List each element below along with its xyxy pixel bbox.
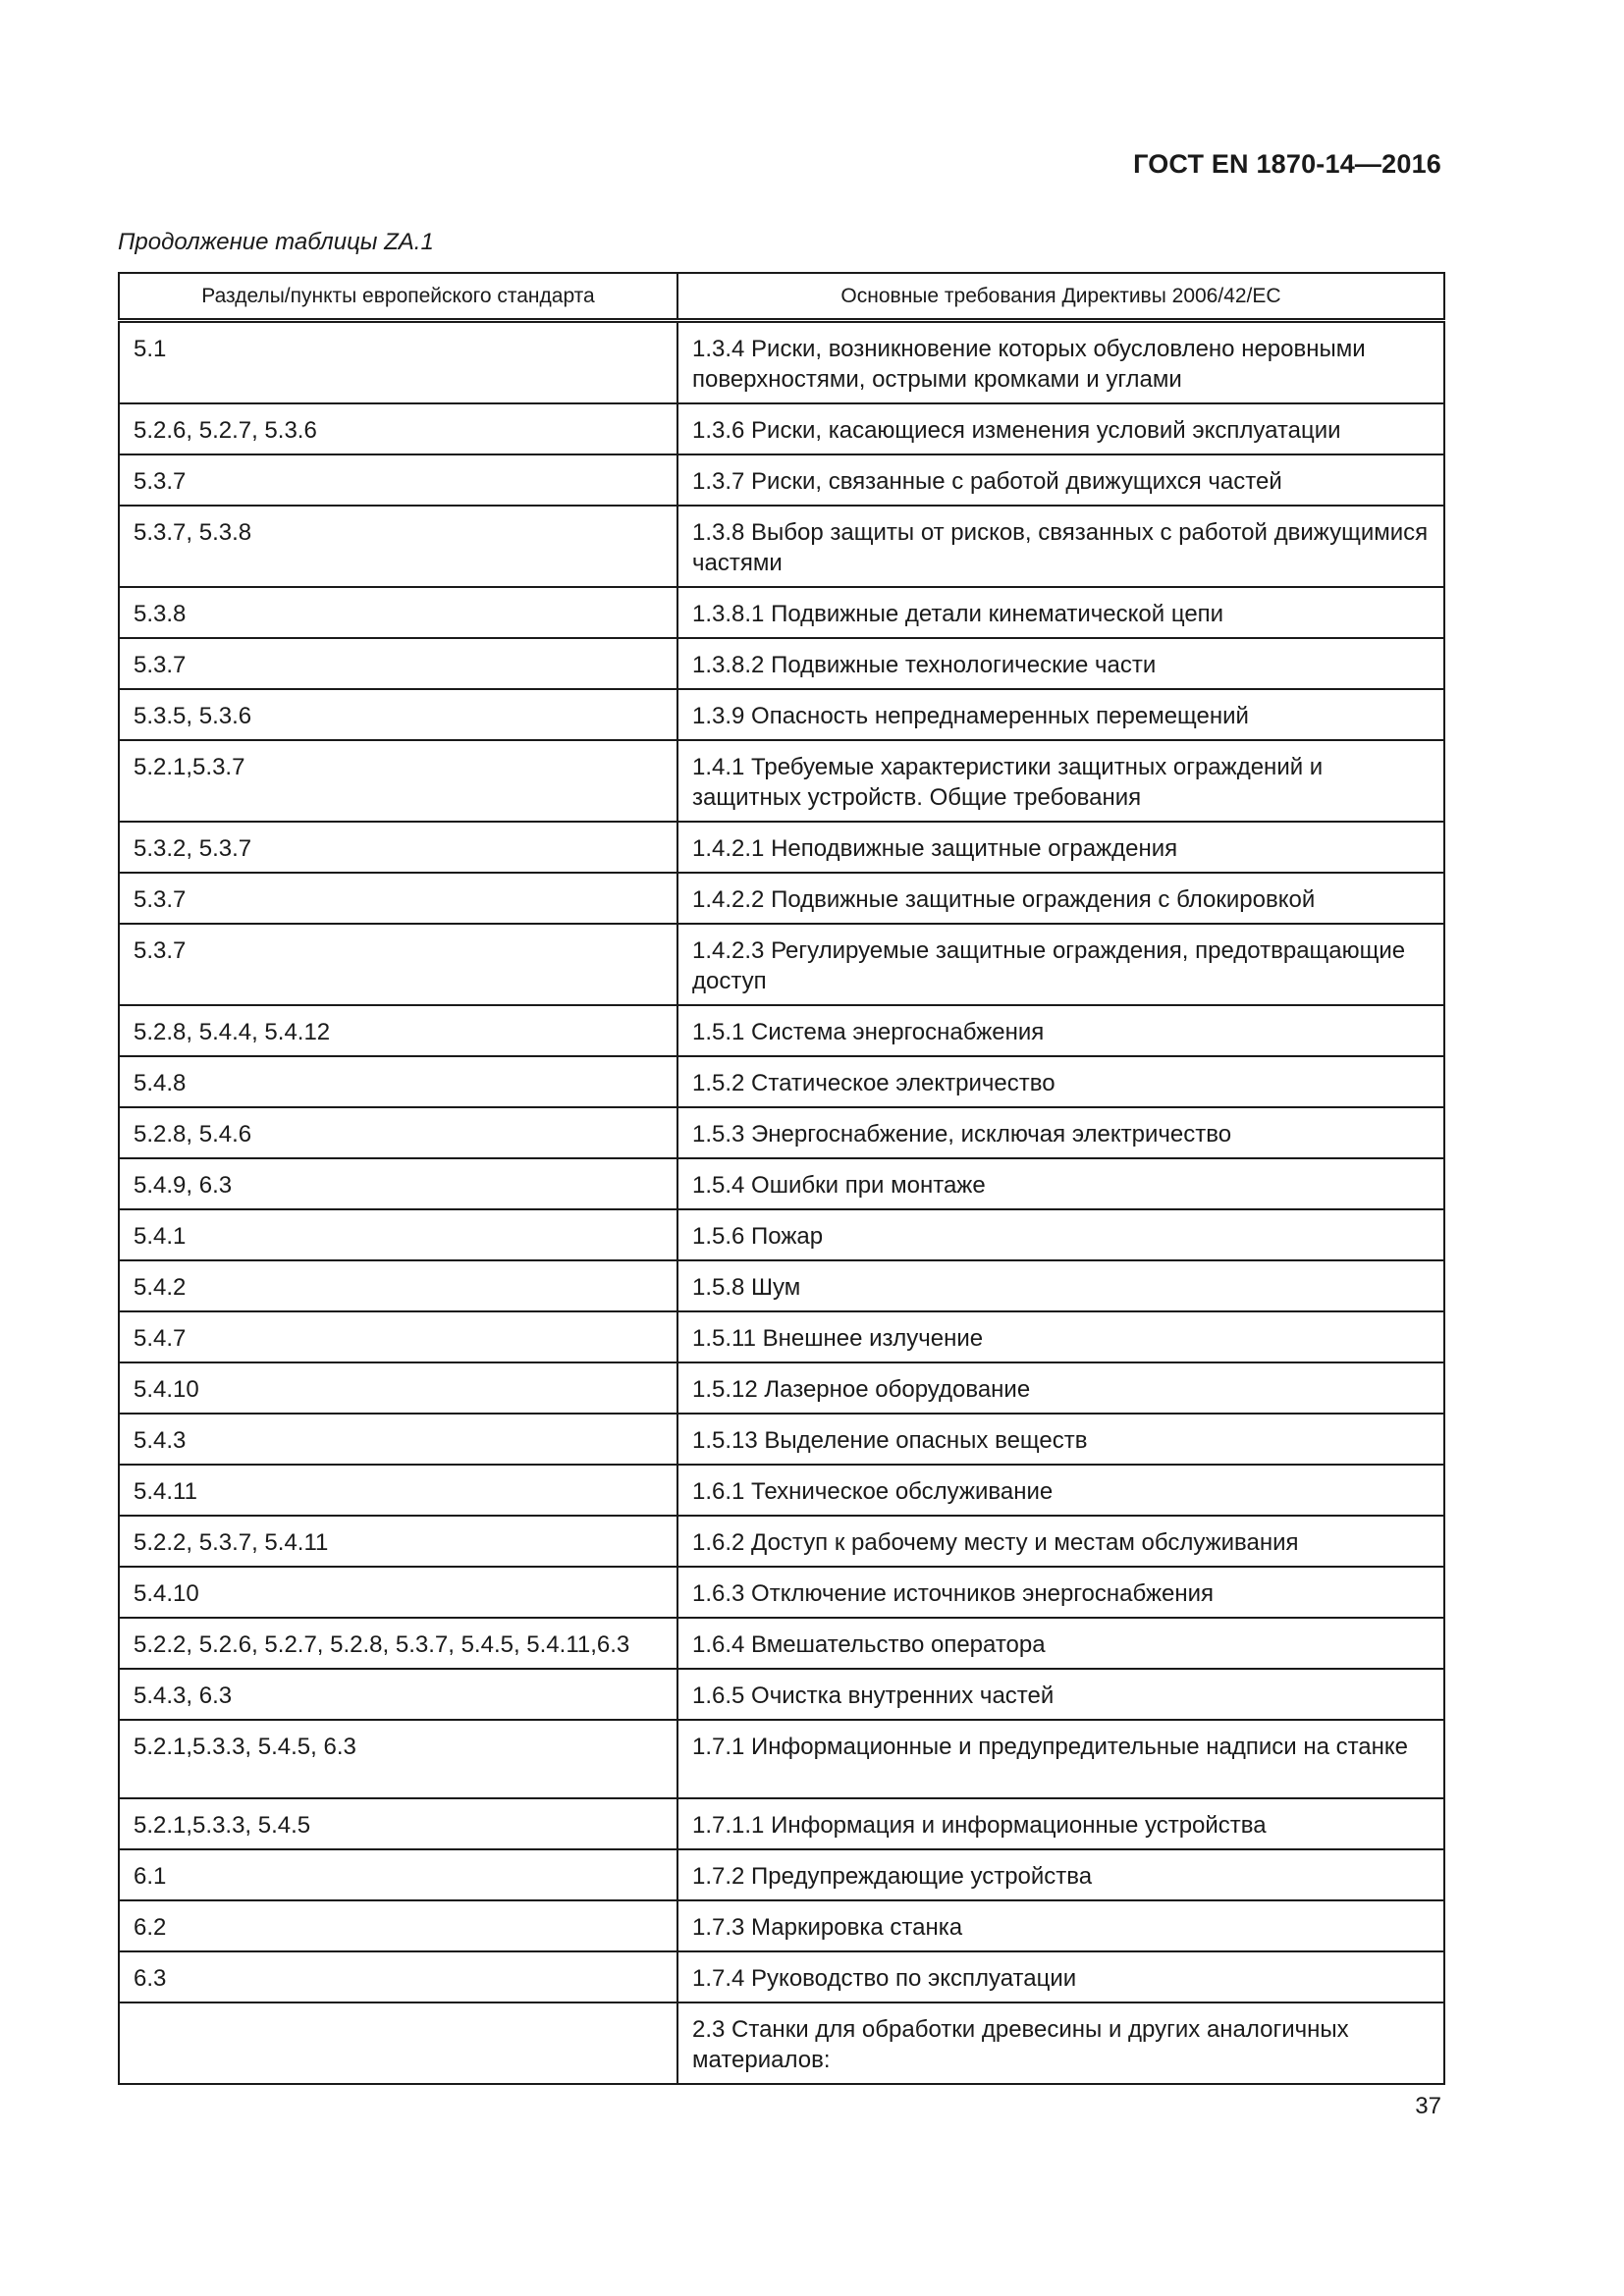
section-cell (119, 2002, 677, 2084)
requirement-cell: 1.4.2.3 Регулируемые защитные ограждения, предотвращающие доступ (677, 924, 1444, 1005)
table-row (119, 506, 1444, 587)
requirement-cell: 2.3 Станки для обработки древесины и других аналогичных материалов: (677, 2002, 1444, 2084)
table-row (119, 1567, 1444, 1618)
requirement-cell: 1.6.1 Техническое обслуживание (677, 1465, 1444, 1516)
requirement-cell: 1.7.2 Предупреждающие устройства (677, 1849, 1444, 1900)
requirement-cell: 1.5.3 Энергоснабжение, исключая электричество (677, 1107, 1444, 1158)
section-cell: 5.2.2, 5.2.6, 5.2.7, 5.2.8, 5.3.7, 5.4.5, 5.4.11,6.3 (119, 1618, 677, 1669)
document-code: ГОСТ EN 1870-14—2016 (1133, 149, 1441, 179)
requirement-cell: 1.5.13 Выделение опасных веществ (677, 1414, 1444, 1465)
section-cell: 5.3.5, 5.3.6 (119, 689, 677, 740)
table-row (119, 1669, 1444, 1720)
table-row (119, 587, 1444, 638)
table-row (119, 454, 1444, 506)
page-number: 37 (1415, 2093, 1441, 2119)
requirement-cell: 1.5.2 Статическое электричество (677, 1056, 1444, 1107)
requirement-cell: 1.6.3 Отключение источников энергоснабжения (677, 1567, 1444, 1618)
table-row (119, 1056, 1444, 1107)
section-cell: 6.2 (119, 1900, 677, 1951)
section-cell: 5.4.2 (119, 1260, 677, 1311)
table-row (119, 403, 1444, 454)
requirement-cell: 1.7.1 Информационные и предупредительные надписи на станке (677, 1720, 1444, 1798)
table-row (119, 1900, 1444, 1951)
requirement-cell: 1.6.4 Вмешательство оператора (677, 1618, 1444, 1669)
requirement-cell: 1.3.4 Риски, возникновение которых обусловлено неровными поверхностями, острыми кромками и углами (677, 321, 1444, 404)
table-header-row (119, 273, 1444, 321)
section-cell: 5.3.7, 5.3.8 (119, 506, 677, 587)
table-header (119, 273, 1444, 321)
table-row (119, 1465, 1444, 1516)
table-row (119, 1516, 1444, 1567)
section-cell: 5.1 (119, 321, 677, 404)
table-row (119, 1107, 1444, 1158)
table-row (119, 1951, 1444, 2002)
section-cell: 5.4.10 (119, 1567, 677, 1618)
requirement-cell: 1.3.7 Риски, связанные с работой движущихся частей (677, 454, 1444, 506)
table-row (119, 638, 1444, 689)
section-cell: 5.3.8 (119, 587, 677, 638)
section-cell: 5.3.7 (119, 873, 677, 924)
section-cell: 5.2.8, 5.4.6 (119, 1107, 677, 1158)
requirement-cell: 1.7.4 Руководство по эксплуатации (677, 1951, 1444, 2002)
requirement-cell: 1.7.1.1 Информация и информационные устройства (677, 1798, 1444, 1849)
section-cell: 5.3.7 (119, 638, 677, 689)
table-row (119, 1720, 1444, 1798)
requirement-cell: 1.4.2.2 Подвижные защитные ограждения с блокировкой (677, 873, 1444, 924)
table-row (119, 1414, 1444, 1465)
requirement-cell: 1.6.2 Доступ к рабочему месту и местам обслуживания (677, 1516, 1444, 1567)
column-header-sections: Разделы/пункты европейского стандарта (119, 273, 677, 321)
section-cell: 5.4.3 (119, 1414, 677, 1465)
table-row (119, 2002, 1444, 2084)
table-row (119, 1209, 1444, 1260)
requirement-cell: 1.4.1 Требуемые характеристики защитных ограждений и защитных устройств. Общие требования (677, 740, 1444, 822)
table-row (119, 1260, 1444, 1311)
section-cell: 5.3.7 (119, 454, 677, 506)
requirement-cell: 1.5.1 Система энергоснабжения (677, 1005, 1444, 1056)
table-row (119, 1311, 1444, 1362)
section-cell: 6.3 (119, 1951, 677, 2002)
table-body (119, 321, 1444, 2085)
table-row (119, 1158, 1444, 1209)
table-row (119, 1618, 1444, 1669)
requirement-cell: 1.3.6 Риски, касающиеся изменения условий эксплуатации (677, 403, 1444, 454)
requirement-cell: 1.5.8 Шум (677, 1260, 1444, 1311)
section-cell: 5.4.11 (119, 1465, 677, 1516)
section-cell: 5.2.2, 5.3.7, 5.4.11 (119, 1516, 677, 1567)
requirement-cell: 1.5.11 Внешнее излучение (677, 1311, 1444, 1362)
section-cell: 5.2.1,5.3.3, 5.4.5 (119, 1798, 677, 1849)
table-row (119, 822, 1444, 873)
column-header-requirements: Основные требования Директивы 2006/42/EC (677, 273, 1444, 321)
section-cell: 5.2.8, 5.4.4, 5.4.12 (119, 1005, 677, 1056)
requirement-cell: 1.3.8 Выбор защиты от рисков, связанных с работой движущимися частями (677, 506, 1444, 587)
table-row (119, 1362, 1444, 1414)
table-row (119, 1798, 1444, 1849)
requirement-cell: 1.5.4 Ошибки при монтаже (677, 1158, 1444, 1209)
section-cell: 6.1 (119, 1849, 677, 1900)
table-row (119, 924, 1444, 1005)
section-cell: 5.4.10 (119, 1362, 677, 1414)
section-cell: 5.4.3, 6.3 (119, 1669, 677, 1720)
requirement-cell: 1.3.8.1 Подвижные детали кинематической цепи (677, 587, 1444, 638)
section-cell: 5.4.8 (119, 1056, 677, 1107)
section-cell: 5.3.2, 5.3.7 (119, 822, 677, 873)
requirement-cell: 1.7.3 Маркировка станка (677, 1900, 1444, 1951)
section-cell: 5.4.9, 6.3 (119, 1158, 677, 1209)
requirement-cell: 1.3.9 Опасность непреднамеренных перемещений (677, 689, 1444, 740)
section-cell: 5.3.7 (119, 924, 677, 1005)
section-cell: 5.2.6, 5.2.7, 5.3.6 (119, 403, 677, 454)
table-row (119, 1005, 1444, 1056)
section-cell: 5.2.1,5.3.3, 5.4.5, 6.3 (119, 1720, 677, 1798)
requirement-cell: 1.6.5 Очистка внутренних частей (677, 1669, 1444, 1720)
table-row (119, 873, 1444, 924)
table-row (119, 740, 1444, 822)
table-row (119, 689, 1444, 740)
table-caption: Продолжение таблицы ZA.1 (118, 229, 434, 255)
table-row (119, 1849, 1444, 1900)
requirement-cell: 1.3.8.2 Подвижные технологические части (677, 638, 1444, 689)
correspondence-table (118, 272, 1445, 2085)
requirement-cell: 1.4.2.1 Неподвижные защитные ограждения (677, 822, 1444, 873)
requirement-cell: 1.5.12 Лазерное оборудование (677, 1362, 1444, 1414)
section-cell: 5.2.1,5.3.7 (119, 740, 677, 822)
table-row (119, 321, 1444, 404)
requirement-cell: 1.5.6 Пожар (677, 1209, 1444, 1260)
section-cell: 5.4.7 (119, 1311, 677, 1362)
section-cell: 5.4.1 (119, 1209, 677, 1260)
